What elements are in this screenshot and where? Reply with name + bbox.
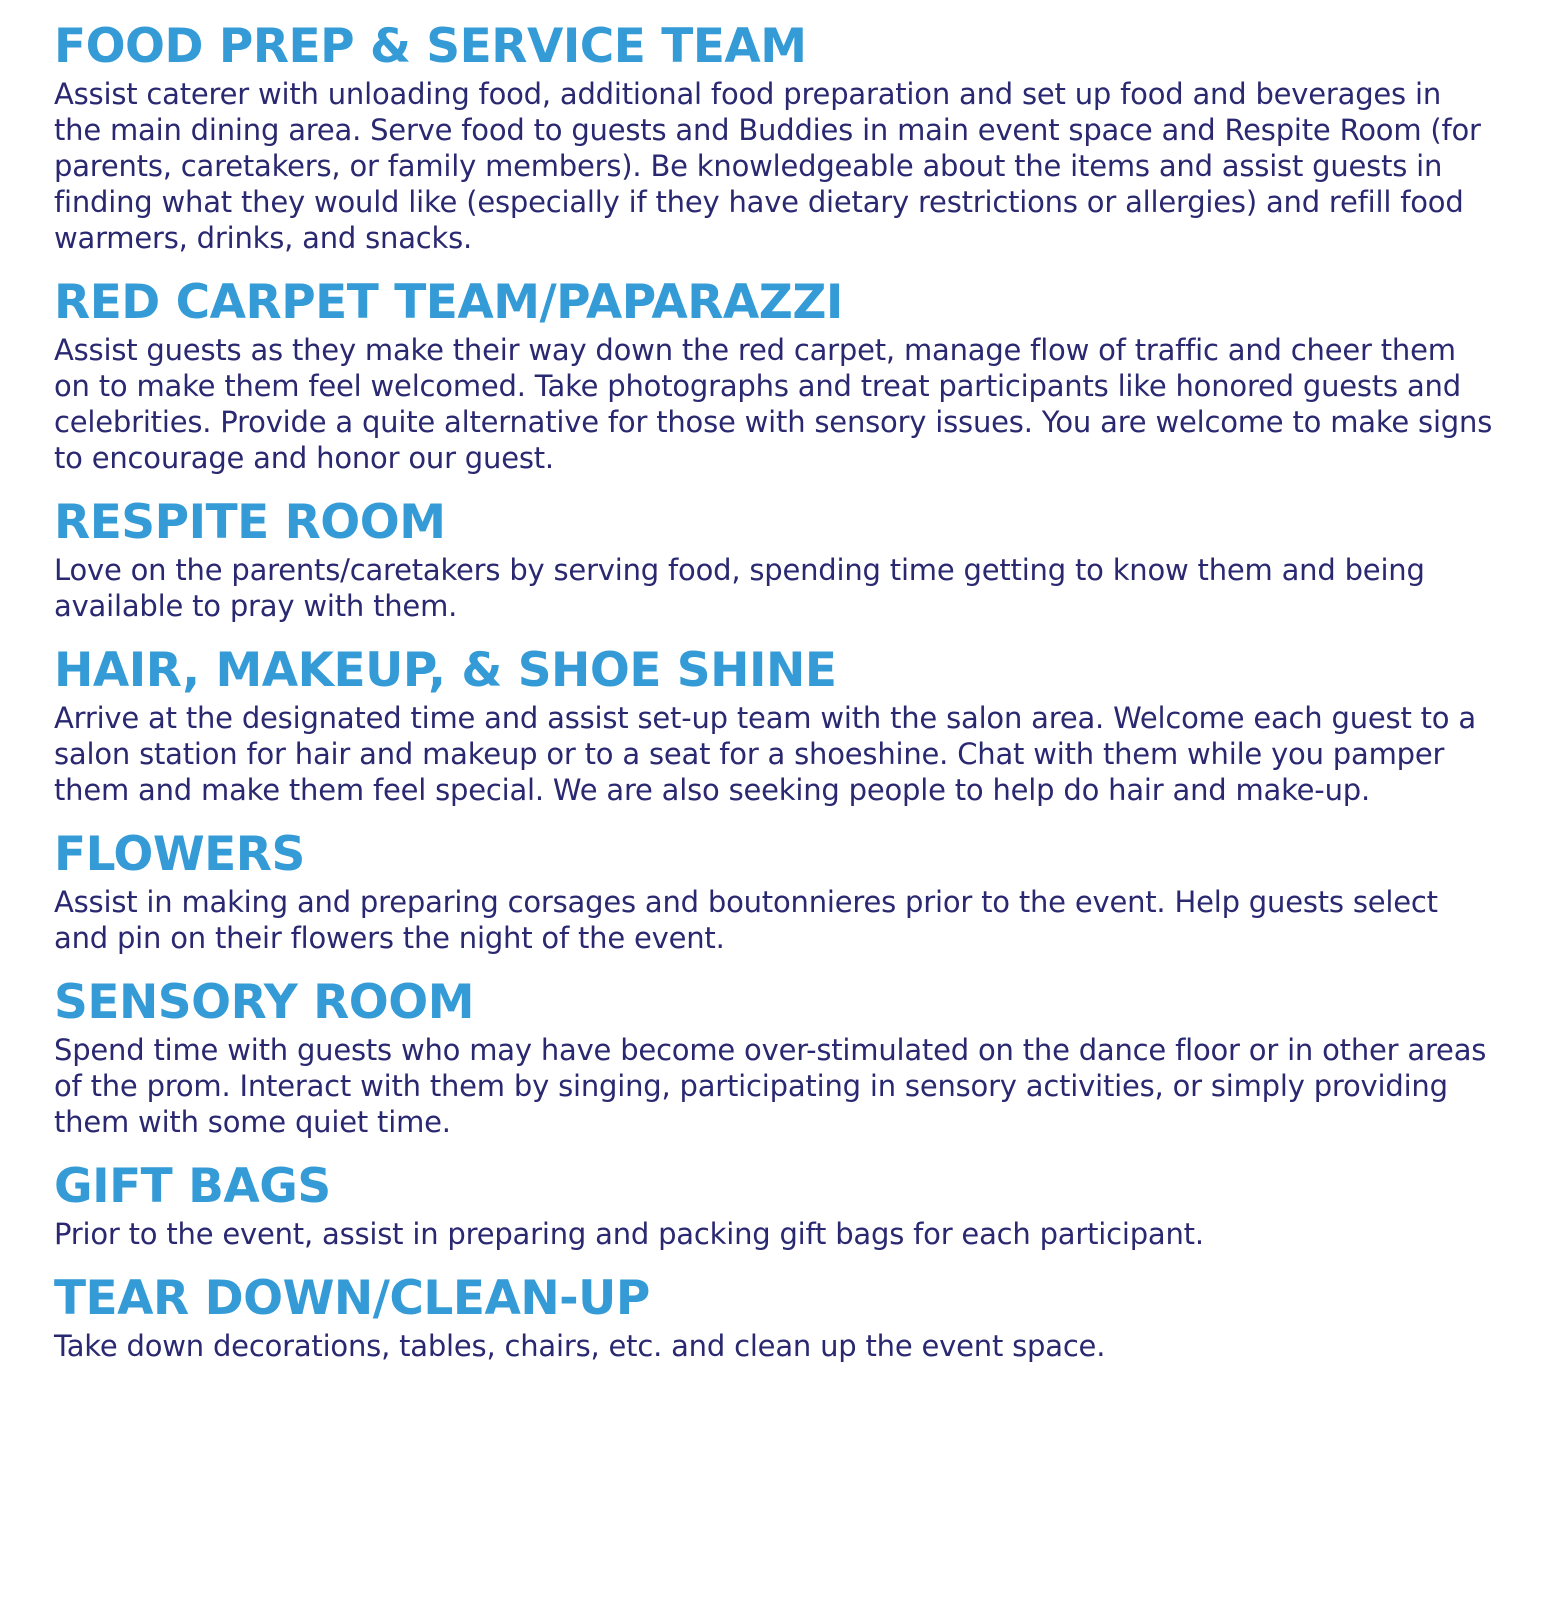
- section-body: Assist guests as they make their way down the red carpet, manage flow of traffic and cheer them on to make them feel welcomed. Take photographs and treat participants like honored guests and celebrities. Provide a quite alternative for those with sensory issues. You are welcome to make signs to encourage and honor our guest.: [54, 333, 1493, 475]
- section-title: FLOWERS: [54, 827, 305, 882]
- section-title: TEAR DOWN/CLEAN-UP: [54, 1271, 650, 1326]
- section-title: RED CARPET TEAM/PAPARAZZI: [54, 275, 843, 330]
- section-title: GIFT BAGS: [54, 1159, 331, 1214]
- section-title: SENSORY ROOM: [54, 975, 474, 1030]
- section-respite-room: [54, 494, 1494, 624]
- section-body: Love on the parents/caretakers by serving food, spending time getting to know them and being available to pray with them.: [54, 553, 1425, 623]
- section-tear-down: [54, 1270, 1494, 1364]
- section-red-carpet: [54, 274, 1494, 476]
- section-body: Assist caterer with unloading food, additional food preparation and set up food and beverages in the main dining area. Serve food to guests and Buddies in main event space and Respite Room (for parents, caretakers, or family members). Be knowledgeable about the items and assist guests in finding what they would like (especially if they have dietary restrictions or allergies) and refill food warmers, drinks, and snacks.: [54, 77, 1481, 255]
- section-title: FOOD PREP & SERVICE TEAM: [54, 19, 807, 74]
- section-body: Assist in making and preparing corsages and boutonnieres prior to the event. Help guests select and pin on their flowers the night of the event.: [54, 885, 1438, 955]
- section-flowers: [54, 826, 1494, 956]
- section-body: Arrive at the designated time and assist set-up team with the salon area. Welcome each guest to a salon station for hair and makeup or to a seat for a shoeshine. Chat with them while you pamper them and make them feel special. We are also seeking people to help do hair and make-up.: [54, 701, 1476, 807]
- volunteer-roles-document: [54, 18, 1494, 1382]
- section-body: Prior to the event, assist in preparing and packing gift bags for each participant.: [54, 1217, 1204, 1251]
- section-sensory-room: [54, 974, 1494, 1140]
- section-body: Spend time with guests who may have become over-stimulated on the dance floor or in other areas of the prom. Interact with them by singing, participating in sensory activities, or simply providing them with some quiet time.: [54, 1033, 1487, 1139]
- section-body: Take down decorations, tables, chairs, etc. and clean up the event space.: [54, 1329, 1106, 1363]
- section-hair-makeup: [54, 642, 1494, 808]
- section-food-prep: [54, 18, 1494, 256]
- section-title: HAIR, MAKEUP, & SHOE SHINE: [54, 643, 837, 698]
- section-title: RESPITE ROOM: [54, 495, 446, 550]
- section-gift-bags: [54, 1158, 1494, 1252]
